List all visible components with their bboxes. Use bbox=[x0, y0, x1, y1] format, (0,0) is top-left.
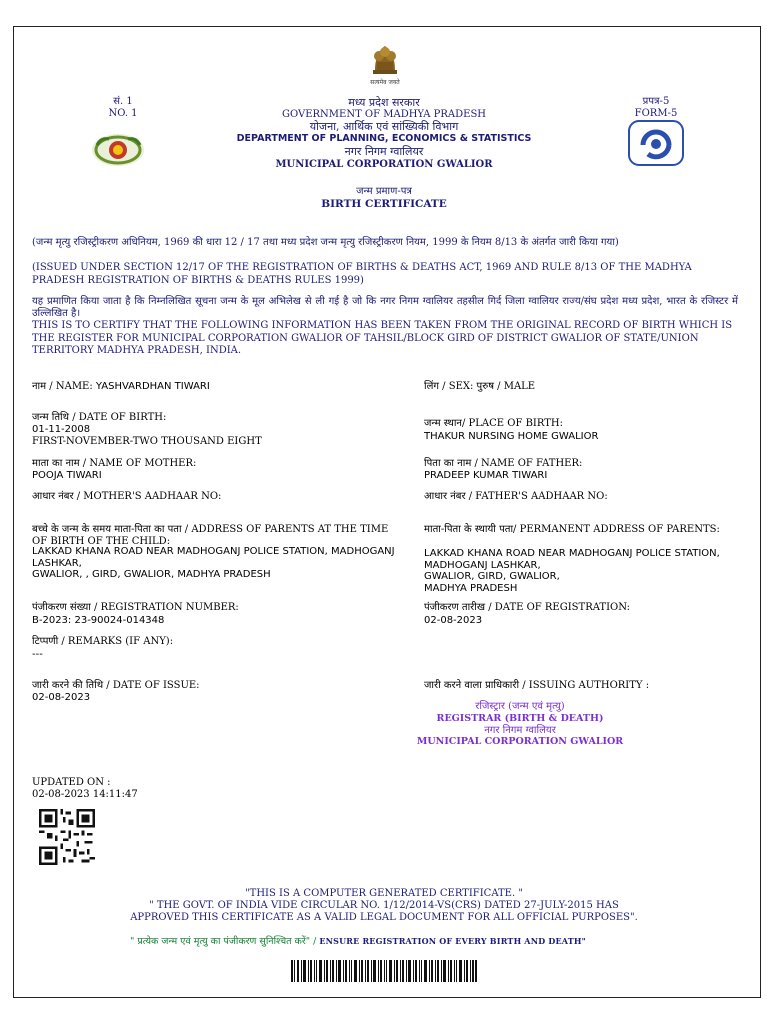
signature-registrar: REGISTRAR (BIRTH & DEATH) bbox=[436, 713, 604, 724]
birth-address-label: बच्चे के जन्म के समय माता-पिता का पता / ADDRESS OF PARENTS AT THE TIME OF BIRTH OF THE CHILD: bbox=[32, 524, 389, 547]
qr-code-icon bbox=[37, 809, 97, 865]
father-aadhaar-label: आधार नंबर / FATHER'S AADHAAR NO: bbox=[424, 491, 608, 502]
certify-statement-hindi: यह प्रमाणित किया जाता है कि निम्नलिखित सूचना जन्म के मूल अभिलेख से ली गई है जो कि नगर निगम ग्वालियर तहसील गिर्द जिला ग्वालियर राज्य/संघ प्रदेश मध्य प्रदेश, भारत के रजिस्टर में उल्लिखित है। bbox=[32, 296, 738, 319]
dob-label: जन्म तिथि / DATE OF BIRTH: bbox=[32, 412, 167, 423]
mother-name-label: माता का नाम / NAME OF MOTHER: bbox=[32, 458, 197, 469]
signature-corporation: MUNICIPAL CORPORATION GWALIOR bbox=[416, 736, 624, 747]
department-name: DEPARTMENT OF PLANNING, ECONOMICS & STATISTICS bbox=[236, 133, 532, 144]
computer-generated-note: "THIS IS A COMPUTER GENERATED CERTIFICATE. " bbox=[245, 888, 523, 899]
issuing-authority-label: जारी करने वाला प्राधिकारी / ISSUING AUTHORITY : bbox=[424, 680, 650, 691]
serial-number-hindi: सं. 1 bbox=[113, 96, 133, 107]
issue-date-value: 02-08-2023 bbox=[32, 692, 91, 703]
form-number: FORM-5 bbox=[634, 108, 678, 119]
corporation-hindi: नगर निगम ग्वालियर bbox=[344, 145, 424, 158]
slogan-hindi: " प्रत्येक जन्म एवं मृत्यु का पंजीकरण सुनिश्चित करें" / bbox=[130, 936, 317, 947]
permanent-address-label: माता-पिता के स्थायी पता/ PERMANENT ADDRESS OF PARENTS: bbox=[424, 524, 720, 535]
registration-slogan bbox=[130, 935, 650, 948]
govt-name: GOVERNMENT OF MADHYA PRADESH bbox=[281, 109, 487, 120]
signature-corporation-hindi: नगर निगम ग्वालियर bbox=[484, 725, 556, 736]
preamble-issued: (ISSUED UNDER SECTION 12/17 OF THE REGISTRATION OF BIRTHS & DEATHS ACT, 1969 AND RULE 8/13 OF THE MADHYA PRADESH REGISTRATION OF BIRTHS & DEATHS RULES 1999) bbox=[32, 262, 692, 286]
certificate-title-hindi: जन्म प्रमाण-पत्र bbox=[356, 186, 412, 197]
sex-field: लिंग / SEX: पुरुष / MALE bbox=[424, 381, 536, 392]
name-value: YASHVARDHAN TIWARI bbox=[95, 381, 210, 392]
govt-circular-note: " THE GOVT. OF INDIA VIDE CIRCULAR NO. 1/12/2014-VS(CRS) DATED 27-JULY-2015 HAS bbox=[149, 900, 619, 911]
name-label: नाम / NAME: bbox=[32, 381, 93, 392]
certificate-border bbox=[13, 26, 761, 998]
father-name-value: PRADEEP KUMAR TIWARI bbox=[424, 470, 548, 481]
permanent-address-value: LAKKAD KHANA ROAD NEAR MADHOGANJ POLICE STATION, MADHOGANJ LASHKAR, GWALIOR, GIRD, GWALIOR, MADHYA PRADESH bbox=[424, 548, 720, 594]
updated-on-label: UPDATED ON : bbox=[32, 777, 111, 788]
dob-in-words: FIRST-NOVEMBER-TWO THOUSAND EIGHT bbox=[32, 436, 262, 447]
registration-date-label: पंजीकरण तारीख / DATE OF REGISTRATION: bbox=[424, 602, 630, 613]
pob-value: THAKUR NURSING HOME GWALIOR bbox=[424, 431, 599, 442]
slogan-english: ENSURE REGISTRATION OF EVERY BIRTH AND DEATH" bbox=[319, 936, 587, 946]
birth-address-value: LAKKAD KHANA ROAD NEAR MADHOGANJ POLICE STATION, MADHOGANJ LASHKAR, GWALIOR, , GIRD, GWALIOR, MADHYA PRADESH bbox=[32, 546, 395, 580]
certify-statement: THIS IS TO CERTIFY THAT THE FOLLOWING INFORMATION HAS BEEN TAKEN FROM THE ORIGINAL RECORD OF BIRTH WHICH IS THE REGISTER FOR MUNICIPAL CORPORATION GWALIOR OF TAHSIL/BLOCK GIRD OF DISTRICT GWALIOR OF STATE/UNION TERRITORY MADHYA PRADESH, INDIA. bbox=[32, 320, 733, 356]
name-row bbox=[32, 381, 210, 393]
dob-value: 01-11-2008 bbox=[32, 424, 91, 435]
legal-validity-note: APPROVED THIS CERTIFICATE AS A VALID LEGAL DOCUMENT FOR ALL OFFICIAL PURPOSES". bbox=[130, 912, 638, 923]
registration-date-value: 02-08-2023 bbox=[424, 615, 483, 626]
updated-on-value: 02-08-2023 14:11:47 bbox=[32, 789, 138, 800]
emblem-caption: सत्यमेव जयते bbox=[370, 79, 400, 86]
corporation-name: MUNICIPAL CORPORATION GWALIOR bbox=[275, 159, 493, 170]
form-number-hindi: प्रपत्र-5 bbox=[642, 96, 670, 107]
signature-registrar-hindi: रजिस्ट्रार (जन्म एवं मृत्यु) bbox=[475, 701, 565, 712]
issue-date-label: जारी करने की तिथि / DATE OF ISSUE: bbox=[32, 680, 200, 691]
father-name-label: पिता का नाम / NAME OF FATHER: bbox=[424, 458, 583, 469]
govt-name-hindi: मध्य प्रदेश सरकार bbox=[348, 96, 420, 109]
mother-aadhaar-label: आधार नंबर / MOTHER'S AADHAAR NO: bbox=[32, 491, 222, 502]
department-hindi: योजना, आर्थिक एवं सांख्यिकी विभाग bbox=[309, 120, 459, 133]
registration-number-label: पंजीकरण संख्या / REGISTRATION NUMBER: bbox=[32, 602, 239, 613]
certificate-title: BIRTH CERTIFICATE bbox=[321, 198, 447, 210]
preamble-issued-hindi: (जन्म मृत्यु रजिस्ट्रीकरण अधिनियम, 1969 की धारा 12 / 17 तथा मध्य प्रदेश जन्म मृत्यु रजिस्ट्रीकरण नियम, 1999 के नियम 8/13 के अंतर्गत जारी किया गया) bbox=[32, 237, 619, 248]
crs-logo-icon bbox=[628, 120, 684, 166]
mp-govt-logo-icon bbox=[91, 133, 146, 167]
mother-name-value: POOJA TIWARI bbox=[32, 470, 102, 481]
barcode-icon bbox=[291, 960, 477, 982]
remarks-value: --- bbox=[32, 649, 43, 660]
pob-label: जन्म स्थान/ PLACE OF BIRTH: bbox=[424, 418, 563, 429]
remarks-label: टिप्पणी / REMARKS (IF ANY): bbox=[32, 636, 174, 647]
registration-number-value: B-2023: 23-90024-014348 bbox=[32, 615, 165, 626]
serial-number: NO. 1 bbox=[108, 108, 138, 119]
